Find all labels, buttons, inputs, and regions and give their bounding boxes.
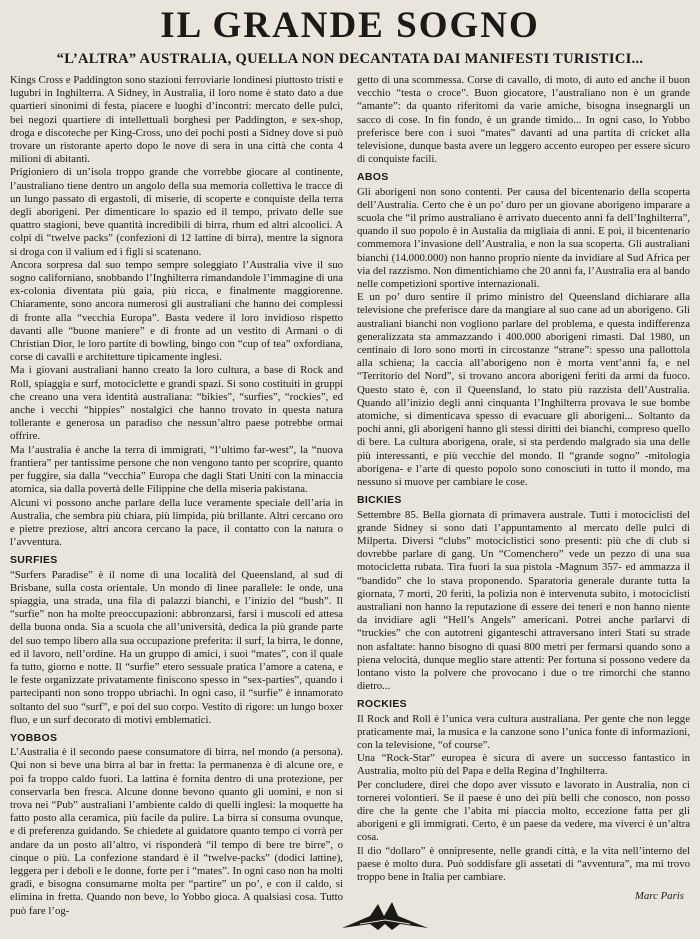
article-columns	[10, 74, 690, 918]
rockies-paragraph: Una “Rock-Star” europea è sicura di avere un successo fantastico in Australia, molto più del Papa e della Regina d’Inghilterra.	[357, 752, 690, 778]
surfies-paragraph: “Surfers Paradise” è il nome di una località del Queensland, al sud di Brisbane, sulla costa orientale. Un mondo di linee parallele: le onde, una spiaggia, una strada, una fila di palazzi bianchi, e l’inizio del “bush”. Il “surfie” non ha molte preoccupazioni: abbronzarsi, farsi i muscoli ed attesa della buona onda. Sia a scuola che all’università, dedica la più grande parte del suo tempo libero alla sua occupazione preferita: il surf, la birra, le donne, ed il lavoro, nell’ordine. Ha un gruppo di amici, i suoi “mates”, con il quale fa tutto, giorno e notte. Il “surfie” etero sessuale pratica l’amore a catena, e le feste organizzate privatamente finiscono spesso in “sex-parties”, quando i partecipanti non sono troppo ubriachi. In ogni caso, il “surfie” è innamorato soltanto del suo “surf”, e poi del suo corpo. Vestito di rigore: un lungo boxer fluo, e un surf decorato di motivi emblematici.	[10, 568, 343, 726]
eagle-logo-icon	[340, 894, 430, 934]
author-signature: Marc Paris	[634, 890, 684, 903]
abos-paragraph: Gli aborigeni non sono contenti. Per causa del bicentenario della scoperta dell’Australia. Certo che è un po’ duro per un giovane aborigeno imparare a scuola che “il primo australiano è arrivato duecento anni fa dell’Inghilterra”, quando il suo popolo è in Austalia da migliaia di anni. E poi, il bicentenario commemora l’invasione dell’Australia, e non la sua scoperta. Gli australiani bianchi (14.000.000) non hanno proprio niente da invidiare al Sud Africa per via del razzismo. Non dimentichiamo che 20 anni fa, l’Australia era al bando nelle competizioni sportive internazionali.	[357, 185, 690, 291]
bickies-paragraph: Settembre 85. Bella giornata di primavera australe. Tutti i motociclisti del grande Sidney si sono dati l’appuntamento al mercato delle pulci di Milperta. Diversi “clubs” motociclistici sono presenti: più che di club si dovrebbe parlare di gang. Un “Comenchero” vede un pezzo di una sua motocicletta rubata. Tira fuori la sua pistola -Magnum 357- ed ammazza il “bandido” che lo stava proponendo. Sparatoria generale durante tutta la giornata, 7 morti, 20 feriti, la polizia non è intervenuta subito, i motociclisti australiani non hanno la reputazione di essere dei teneri e non hanno niente da invidiare agli “Hell’s Angels” americani. Potrei anche parlarvi di “truckies” che con autotreni giganteschi attraversano interi Stati su strade non asfaltate: hanno bisogno di quasi 800 metri per fermarsi quando sono a piena velocità, dunque meglio stare attenti: Per fortuna si possono vedere da lontano visto la polvere che provocano i due o tre rimorchi che stanno dietro...	[357, 508, 690, 693]
intro-paragraph: Kings Cross e Paddington sono stazioni ferroviarie londinesi piuttosto tristi e lugubri in Inghilterra. A Sidney, in Australia, il loro nome è stato dato a due quartieri sinonimi di festa, piacere e luoghi d’incontri: mercato delle pulci, bei negozi quartiere di intellettuali borghesi per Paddington, e sex-shop, droga e discoteche per King-Cross, uno dei pochi posti a Sidney dove si può trovare un ristorante aperto dopo le nove di sera in una città che conta 4 milioni di abitanti.	[10, 74, 343, 166]
section-heading-bickies: BICKIES	[357, 494, 402, 507]
yobbos-paragraph: L’Australia è il secondo paese consumatore di birra, nel mondo (a persona). Qui non si beve una birra al bar in fretta: la permanenza è di alcune ore, e poi fa troppo caldo fuori. La lattina è fornita dentro di una protezione, per conservarla ben fresca. Alcune donne bevono quanto gli uomini, e non si trova nei “Pub” australiani l’ambiente caldo di quelli inglesi: la moquette ha fatto posto alla ceramica, più facile da pulire. La birra si consuma ovunque, e di preferenza guidando. Se chiedete al guidatore quanto tempo ci vorrà per andare da un posto all’altro, vi risponderà “il tempo di bere tre birre”, o cinque o più. La confezione standard è il “twelve-packs” (dodici lattine), leggera per i deboli e le donne, forte per i “mates”. In ogni caso non ha molti gradi, e bisogna consumarne molta per “partire” un po’, e con il caldo, si elimina in fretta. Quando non beve, lo Yobbo gioca. A qualsiasi cosa. Tutto può fare l’og-	[10, 746, 343, 917]
article-subtitle: “L’ALTRA” AUSTRALIA, QUELLA NON DECANTATA DAI MANIFESTI TURISTICI...	[56, 51, 644, 67]
intro-paragraph: Ma l’australia è anche la terra di immigrati, “l’ultimo far-west”, la “nuova frantiera” per tantissime persone che non vengono tanto per scoprire, quanto per fuggire, sia dalla “vecchia” Europa che dagli Stati Uniti con la minaccia atomica, sia dalla povertà delle Filippine che della miseria pakistana.	[10, 443, 343, 496]
article-title: IL GRANDE SOGNO	[160, 5, 540, 46]
rockies-paragraph: Per concludere, direi che dopo aver vissuto e lavorato in Australia, non ci tornerei volontieri. Se il paese è uno dei più belli che conosco, non posso dire che la gente che l’abita mi piaccia molto, eccezione fatta per gli aborigeni e gli immigrati. Certo, è un paese da vedere, ma viverci è un’altra cosa.	[357, 778, 690, 844]
yobbos-continued-paragraph: getto di una scommessa. Corse di cavallo, di moto, di auto ed anche il buon vecchio “testa o croce”. Buon giocatore, l’australiano non è un grande “amante”: da quanto riferitomi da varie amiche, bisogna insegnargli un sacco di cose. In fin fondo, è un grande timido... In ogni caso, lo Yobbo preferisce bere con i suoi “mates” davanti ad una partita di cricket alla televisione, dunque basta avere un leggero accento europeo per essere sicuro di conquiste facili.	[357, 74, 690, 166]
section-heading-rockies: ROCKIES	[357, 698, 407, 711]
intro-paragraph: Prigioniero di un’isola troppo grande che vorrebbe giocare al continente, l’australiano tiene dentro un angolo della sua memoria collettiva le tracce di un lungo passato di ergastoli, di miserie, di scoperte e conquiste della terra degli aborigeni. Per dimenticare lo spazio ed il tempo, privato delle sue quattro stagioni, beve quantità incredibili di birra, rhum ed altri alcoolici. A colpi di “twelve packs” (confezioni di 12 lattine di birra), mentre la signora si droga con il valium ed i figli si scatenano.	[10, 166, 343, 258]
right-column	[357, 74, 690, 918]
intro-paragraph: Ma i giovani australiani hanno creato la loro cultura, a base di Rock and Roll, spiaggia e surf, motociclette e grandi spazi. Si sono costituiti in gruppi che creano una vera identità australiana: “bikies”, “surfies”, “rockies”, ed anche i vecchi “hippies” nostalgici che hanno trovato in questa natura tollerante e generosa un paradiso che nessun’altro paese potrebbe ormai offrire.	[10, 364, 343, 443]
rockies-paragraph: Il Rock and Roll è l’unica vera cultura australiana. Per gente che non legge praticamente mai, la musica e la canzone sono l’unica fonte di informazioni, con la televisione, “of course”.	[357, 712, 690, 751]
left-column	[10, 74, 343, 918]
intro-paragraph: Alcuni vi possono anche parlare della luce veramente speciale dell’aria in Australia, che sembra più chiara, più limpida, più brillante. Altri cercano oro e pietre preziose, altri ancora cercano la pace, il contatto con la natura o l’avventura.	[10, 496, 343, 549]
intro-paragraph: Ancora sorpresa dal suo tempo sempre soleggiato l’Australia vive il suo sogno californiano, snobbando l’Inghilterra rimandandole l’immagine di una ex-colonia diventata più gaia, più ricca, e finalmente maggiorenne. Chiaramente, sono ancora numerosi gli australiani che hanno dei complessi di fronte alla “vecchia Europa”. Basta vedere il loro invidioso rispetto davanti alle “buone maniere” e di fronte ad un vestito di Armani o di Christian Dior, le loro partite di bowling, bingo con “cup of tea” oxfordiana, corse di cavalli e architetture tipicamente inglesi.	[10, 258, 343, 364]
abos-paragraph: E un po’ duro sentire il primo ministro del Queensland dichiarare alla televisione che preferisce dare da mangiare al suo cane ad un aborigeno. Gli australiani bianchi non vogliono parlare del problema, e questa indifferenza generalizzata sta ammazzando i 400.000 aborigeni rimasti. Dal 1980, un centinaio di loro sono morti in circostanze “strane”: spesso una pallottola alla schiena; la caccia all’aborigeno non è morta vent’anni fa, e nel “Territorio del Nord”, si trovano ancora aborigeni feriti da armi da fuoco. Questo stato è, con il Queensland, lo stato più razzista dell’Australia. Quando all’inizio degli anni cinquanta l’Inghilterra provava le sue bombe atomiche, si dimenticava spesso di evacuare gli aborigeni... Soltanto da pochi anni, gli aborigeni hanno gli stessi diritti dei bianchi, compreso quello di bere. La cultura aborigena, orale, si sta perdendo malgrado sia una delle più interessanti, e più vecchie del mondo. Il “grande sogno” -mitologia aborigena- e l’arte di questo popolo sono conosciuti in tutto il mondo, ma nessuno si muove per cambiare le cose.	[357, 291, 690, 489]
section-heading-abos: ABOS	[357, 171, 389, 184]
section-heading-surfies: SURFIES	[10, 554, 58, 567]
rockies-paragraph: Il dio “dollaro” è onnipresente, nelle grandi città, e la vita nell’interno del paese è molto dura. Può soddisfare gli assetati di “avventura”, ma mi trovo troppo bene in Italia per cambiare.	[357, 844, 690, 883]
section-heading-yobbos: YOBBOS	[10, 731, 58, 744]
